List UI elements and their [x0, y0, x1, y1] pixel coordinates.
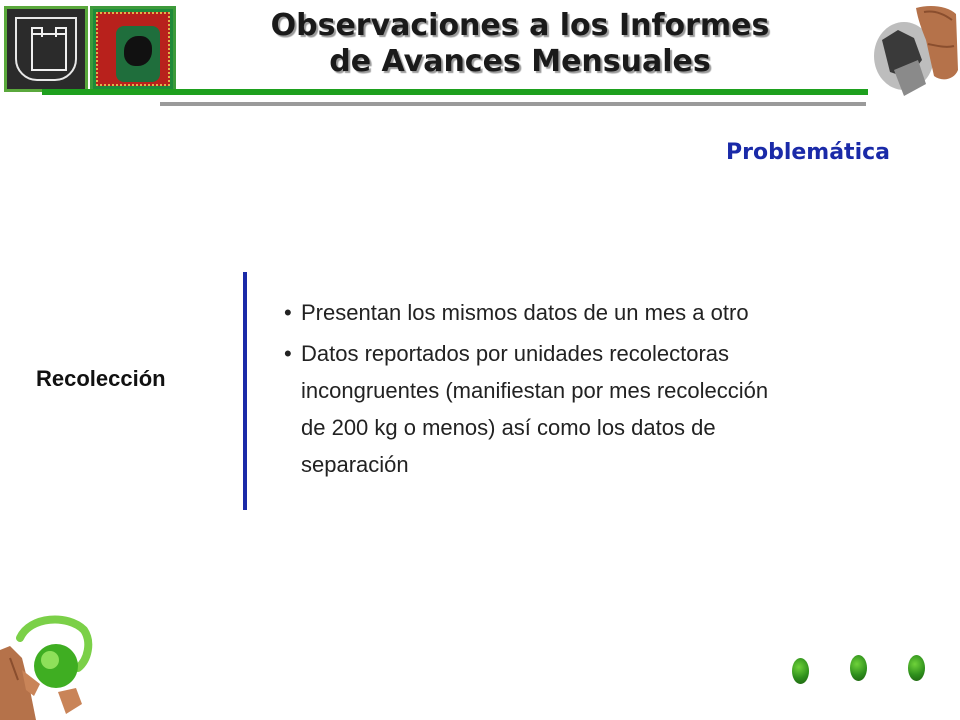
bullet-line: Datos reportados por unidades recolectoras	[301, 341, 730, 366]
page-title	[200, 8, 840, 80]
section-label: Recolección	[36, 366, 166, 391]
title-line-2: de Avances Mensuales	[329, 44, 711, 79]
green-dot-icon	[792, 658, 809, 684]
bullet-line: de 200 kg o menos) así como los datos de	[301, 415, 716, 440]
bullet-dot-icon: •	[284, 300, 292, 325]
title-line-1: Observaciones a los Informes	[270, 8, 770, 43]
city-coat-of-arms-icon	[4, 6, 88, 92]
hand-with-green-globe-icon	[0, 610, 100, 720]
section-subtitle: Problemática	[725, 140, 890, 165]
aztec-eagle-emblem-icon	[90, 6, 176, 92]
hand-with-globe-icon	[864, 0, 960, 110]
bullet-item	[284, 294, 884, 331]
green-dot-icon	[850, 655, 867, 681]
green-dot-icon	[908, 655, 925, 681]
header-rule-green	[42, 89, 868, 95]
bullet-line: separación	[301, 452, 409, 477]
header-rule-gray	[160, 102, 866, 106]
bullet-dot-icon: •	[284, 341, 292, 366]
bullet-list	[284, 294, 884, 487]
vertical-divider	[243, 272, 247, 510]
bullet-line: Presentan los mismos datos de un mes a otro	[301, 300, 749, 325]
bullet-item	[284, 335, 884, 483]
bullet-line: incongruentes (manifiestan por mes recolección	[301, 378, 769, 403]
